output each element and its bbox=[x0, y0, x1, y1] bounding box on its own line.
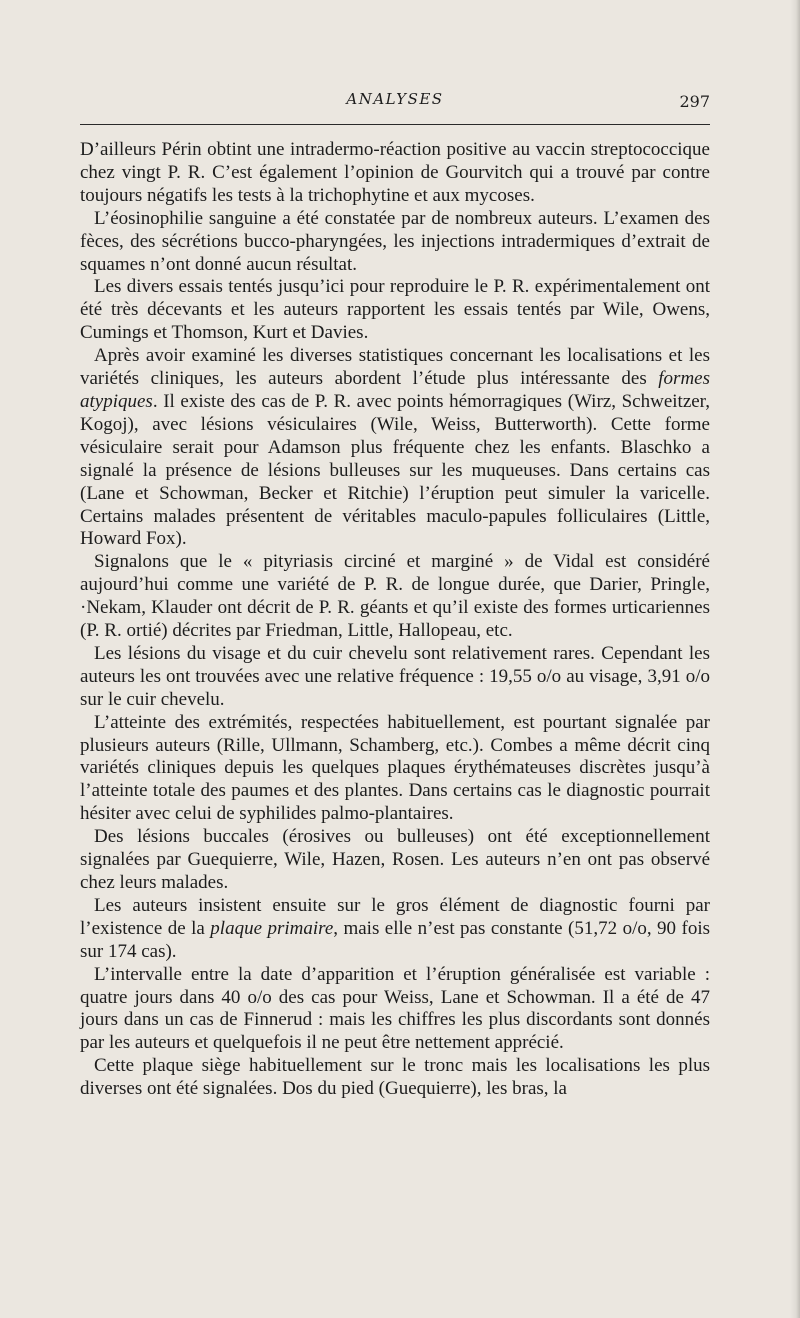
page-number: 297 bbox=[679, 92, 710, 111]
header-rule bbox=[80, 124, 710, 125]
page-header bbox=[80, 86, 710, 120]
paragraph-6: Les lésions du visage et du cuir chevelu sont relativement rares. Cependant les auteurs les ont trouvées avec une relative fréquence : 19,55 o/o au visage, 3,91 o/o sur le cuir chevelu. bbox=[80, 642, 710, 710]
paragraph-5: Signalons que le « pityriasis circiné et marginé » de Vidal est considéré aujourd’hui comme une variété de P. R. de longue durée, que Darier, Pringle, ·Nekam, Klauder ont décrit de P. R. géants et qu’il existe des formes urticariennes (P. R. ortié) décrites par Friedman, Little, Hallopeau, etc. bbox=[80, 551, 710, 642]
paragraph-2: L’éosinophilie sanguine a été constatée par de nombreux auteurs. L’examen des fèces, des sécrétions bucco-pharyngées, les injections intradermiques d’extrait de squames n’ont donné aucun résultat. bbox=[80, 207, 710, 275]
paragraph-11: Cette plaque siège habituellement sur le tronc mais les localisations les plus diverses ont été signalées. Dos du pied (Guequierre), les bras, la bbox=[80, 1055, 710, 1100]
paragraph-4-end: . Il existe des cas de P. R. avec points hémorragiques (Wirz, Schweitzer, Kogoj), avec lésions vésiculaires (Wile, Weiss, Butterworth). Cette forme vésiculaire serait pour Adamson plus fréquente chez les enfants. Blaschko a signalé la présence de lésions bulleuses sur les muqueuses. Dans certains cas (Lane et Schowman, Becker et Ritchie) l’éruption peut simuler la varicelle. Certains malades présentent de véritables maculo-papules folliculaires (Little, Howard Fox). bbox=[80, 390, 710, 550]
paragraph-4-start: Après avoir examiné les diverses statistiques concernant les localisations et les variétés cliniques, les auteurs abordent l’étude plus intéressante des bbox=[80, 345, 710, 390]
running-title: ANALYSES bbox=[346, 90, 444, 108]
paragraph-9-end: , mais elle n’est pas constante (51,72 o/o, 90 fois sur 174 cas). bbox=[80, 917, 710, 962]
paragraph-7: L’atteinte des extrémités, respectées habituellement, est pourtant signalée par plusieurs auteurs (Rille, Ullmann, Schamberg, etc.). Combes a même décrit cinq variétés cliniques depuis les quelques plaques érythémateuses discrètes jusqu’à l’atteinte totale des paumes et des plantes. Dans certains cas le diagnostic pourrait hésiter avec celui de syphilides palmo-plantaires. bbox=[80, 711, 710, 825]
paragraph-9-emphasis: plaque primaire bbox=[210, 917, 334, 939]
paragraph-3: Les divers essais tentés jusqu’ici pour reproduire le P. R. expérimentalement ont été très décevants et les auteurs rapportent les essais tentés par Wile, Owens, Cumings et Thomson, Kurt et Davies. bbox=[80, 276, 710, 344]
body-text bbox=[80, 139, 710, 1101]
page-edge-shadow bbox=[790, 0, 800, 1318]
paragraph-4-emphasis: formes atypiques bbox=[80, 368, 710, 412]
paragraph-9-start: Les auteurs insistent ensuite sur le gros élément de diagnostic fourni par l’existence de la bbox=[80, 894, 710, 939]
paragraph-1: D’ailleurs Périn obtint une intradermo-réaction positive au vaccin streptococcique chez vingt P. R. C’est également l’opinion de Gourvitch qui a trouvé par contre toujours négatifs les tests à la trichophytine et aux mycoses. bbox=[80, 139, 710, 206]
paragraph-8: Des lésions buccales (érosives ou bulleuses) ont été exceptionnellement signalées par Guequierre, Wile, Hazen, Rosen. Les auteurs n’en ont pas observé chez leurs malades. bbox=[80, 826, 710, 893]
paragraph-10: L’intervalle entre la date d’apparition et l’éruption généralisée est variable : quatre jours dans 40 o/o des cas pour Weiss, Lane et Schowman. Il a été de 47 jours dans un cas de Finnerud : mais les chiffres les plus discordants sont donnés par les auteurs et quelquefois il ne peut être nettement apprécié. bbox=[80, 963, 710, 1054]
paragraph-9 bbox=[80, 895, 710, 964]
paragraph-4 bbox=[80, 345, 710, 551]
